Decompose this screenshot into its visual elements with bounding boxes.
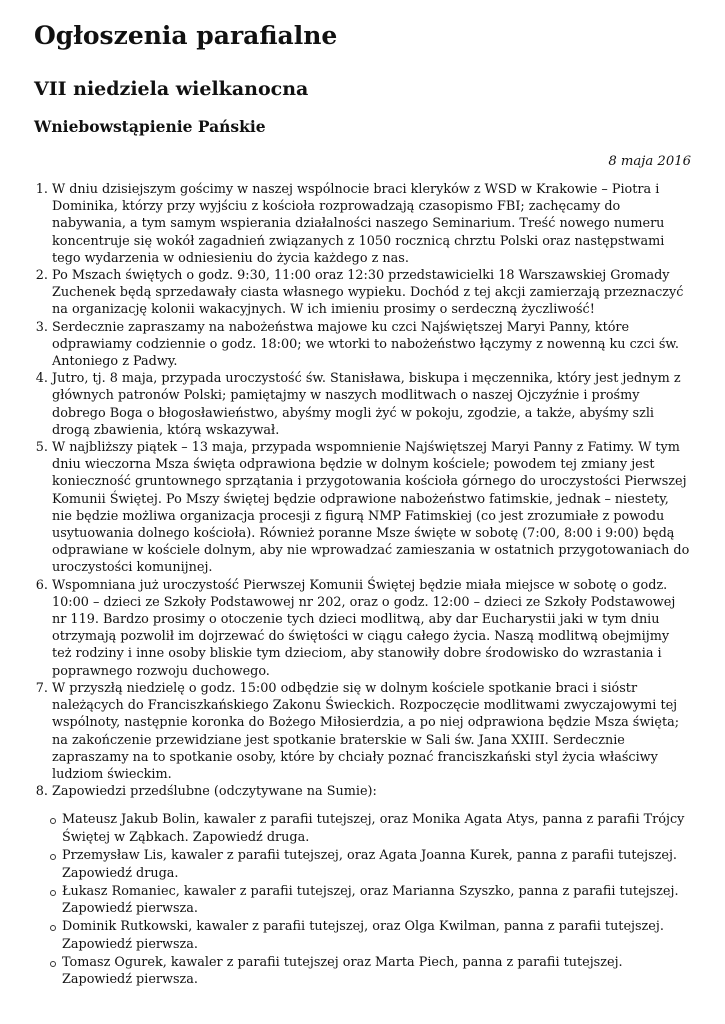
banns-list <box>34 811 691 989</box>
announcement-item: 1. W dniu dzisiejszym gościmy w naszej wspólnocie braci kleryków z WSD w Krakowie – Piotra i Dominika, którzy przy wyjściu z kościoła rozprowadzają czasopismo FBI; zachęcamy do nabywania, a tym samym wspierania działalności naszego Seminarium. Treść nowego numeru koncentruje się wokół zagadnień związanych z 1050 rocznicą chrztu Polski oraz następstwami tego wydarzenia w odniesieniu do życia każdego z nas. <box>52 181 691 267</box>
announcement-item: 3. Serdecznie zapraszamy na nabożeństwa majowe ku czci Najświętszej Maryi Panny, które odprawiamy codziennie o godz. 18:00; we wtorki to nabożeństwo łączymy z nowenną ku czci św. Antoniego z Padwy. <box>52 319 691 371</box>
banns-item: Łukasz Romaniec, kawaler z parafii tutejszej, oraz Marianna Szyszko, panna z parafii tutejszej. Zapowiedź pierwsza. <box>62 883 691 919</box>
banns-heading: Zapowiedzi przedślubne (odczytywane na Sumie): <box>52 784 377 800</box>
announcements-list <box>34 181 691 989</box>
banns-item: Dominik Rutkowski, kawaler z parafii tutejszej, oraz Olga Kwilman, panna z parafii tutejszej. Zapowiedź pierwsza. <box>62 918 691 954</box>
feast-heading: Wniebowstąpienie Pańskie <box>34 117 266 136</box>
banns-item: Przemysław Lis, kawaler z parafii tutejszej, oraz Agata Joanna Kurek, panna z parafii tutejszej. Zapowiedź druga. <box>62 847 691 883</box>
announcement-item: 2. Po Mszach świętych o godz. 9:30, 11:00 oraz 12:30 przedstawicielki 18 Warszawskiej Gromady Zuchenek będą sprzedawały ciasta własnego wypieku. Dochód z tej akcji zamierzają przeznaczyć na organizację kolonii wakacyjnych. W ich imieniu prosimy o serdeczną życzliwość! <box>52 267 691 319</box>
announcement-item: 5. W najbliższy piątek – 13 maja, przypada wspomnienie Najświętszej Maryi Panny z Fatimy. W tym dniu wieczorna Msza święta odprawiona będzie w dolnym kościele; powodem tej zmiany jest konieczność gruntownego sprzątania i przygotowania kościoła górnego do uroczystości Pierwszej Komunii Świętej. Po Mszy świętej będzie odprawione nabożeństwo fatimskie, jednak – niestety, nie będzie możliwa organizacja procesji z figurą NMP Fatimskiej (co jest zrozumiałe z powodu usytuowania dolnego kościoła). Również poranne Msze święte w sobotę (7:00, 8:00 i 9:00) będą odprawiane w kościele dolnym, aby nie wprowadzać zamieszania w ostatnich przygotowaniach do uroczystości komunijnej. <box>52 439 691 577</box>
announcement-item: 6. Wspomniana już uroczystość Pierwszej Komunii Świętej będzie miała miejsce w sobotę o godz. 10:00 – dzieci ze Szkoły Podstawowej nr 202, oraz o godz. 12:00 – dzieci ze Szkoły Podstawowej nr 119. Bardzo prosimy o otoczenie tych dzieci modlitwą, aby dar Eucharystii jaki w tym dniu otrzymają pozwolił im dojrzewać do świętości w ciągu całego życia. Naszą modlitwą obejmijmy też rodziny i inne osoby bliskie tym dzieciom, aby stanowiły dobre środowisko do wzrastania i poprawnego rozwoju duchowego. <box>52 577 691 680</box>
page-title: Ogłoszenia parafialne <box>34 21 338 50</box>
announcement-item-banns <box>52 783 691 989</box>
announcement-item: 4. Jutro, tj. 8 maja, przypada uroczystość św. Stanisława, biskupa i męczennika, który jest jednym z głównych patronów Polski; pamiętajmy w naszych modlitwach o naszej Ojczyźnie i prośmy dobrego Boga o błogosławieństwo, abyśmy mogli żyć w pokoju, zgodzie, a także, abyśmy szli drogą zbawienia, którą wskazywał. <box>52 370 691 439</box>
sunday-heading: VII niedziela wielkanocna <box>34 78 309 100</box>
announcement-item: 7. W przyszłą niedzielę o godz. 15:00 odbędzie się w dolnym kościele spotkanie braci i sióstr należących do Franciszkańskiego Zakonu Świeckich. Rozpoczęcie modlitwami zwyczajowymi tej wspólnoty, następnie koronka do Bożego Miłosierdzia, a po niej odprawiona będzie Msza święta; na zakończenie przewidziane jest spotkanie braterskie w Sali św. Jana XXIII. Serdecznie zapraszamy na to spotkanie osoby, które by chciały poznać franciszkański styl życia właściwy ludziom świeckim. <box>52 680 691 783</box>
banns-item: Mateusz Jakub Bolin, kawaler z parafii tutejszej, oraz Monika Agata Atys, panna z parafii Trójcy Świętej w Ząbkach. Zapowiedź druga. <box>62 811 691 847</box>
banns-item: Tomasz Ogurek, kawaler z parafii tutejszej oraz Marta Piech, panna z parafii tutejszej. Zapowiedź pierwsza. <box>62 954 691 990</box>
publication-date: 8 maja 2016 <box>608 154 691 169</box>
